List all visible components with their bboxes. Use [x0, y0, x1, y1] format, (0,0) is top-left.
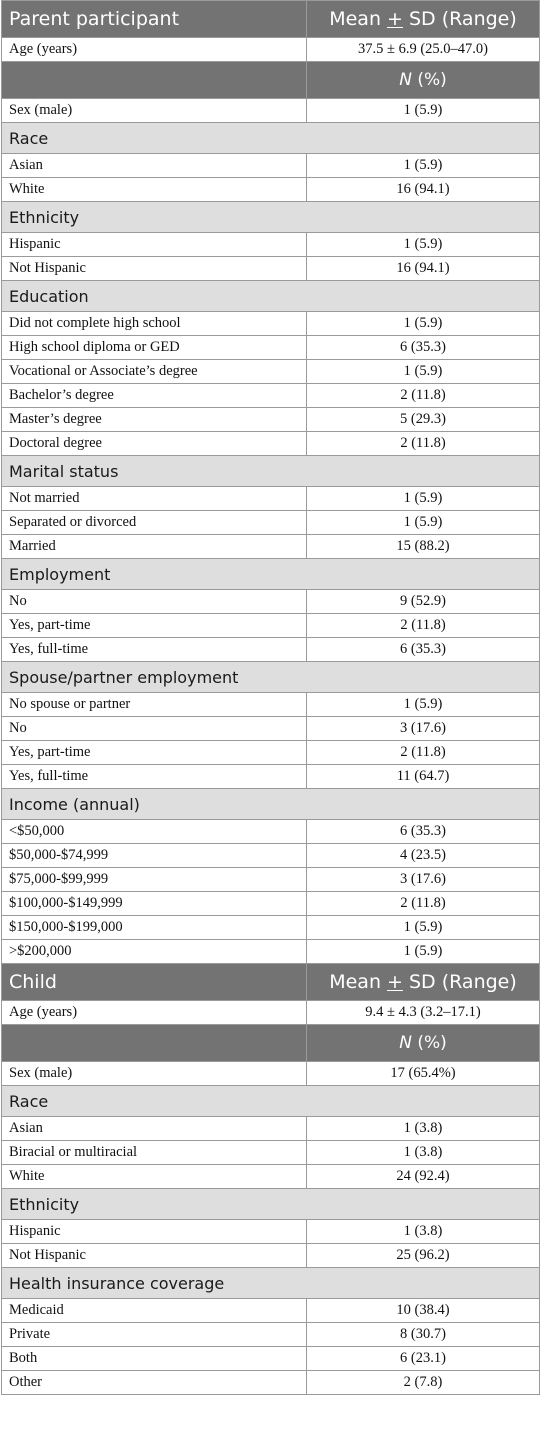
table-row [2, 717, 540, 741]
group-title: Ethnicity [2, 1189, 540, 1220]
row-value: 1 (5.9) [307, 916, 540, 940]
row-value: 6 (23.1) [307, 1347, 540, 1371]
stat-label-sd-range: SD (Range) [402, 8, 517, 30]
group-header-row [2, 281, 540, 312]
empty-header-cell [2, 1025, 307, 1062]
table-row [2, 638, 540, 662]
table-row [2, 892, 540, 916]
group-header-row [2, 662, 540, 693]
row-label: <$50,000 [2, 820, 307, 844]
table-row [2, 233, 540, 257]
group-header-row [2, 1189, 540, 1220]
row-value: 25 (96.2) [307, 1244, 540, 1268]
group-header-row [2, 456, 540, 487]
row-value: 6 (35.3) [307, 638, 540, 662]
row-value: 2 (11.8) [307, 892, 540, 916]
row-label: Private [2, 1323, 307, 1347]
row-value: 1 (5.9) [307, 511, 540, 535]
table-row [2, 693, 540, 717]
row-label: Married [2, 535, 307, 559]
table-row [2, 844, 540, 868]
group-title: Health insurance coverage [2, 1268, 540, 1299]
section-header-row [2, 964, 540, 1001]
row-label: No spouse or partner [2, 693, 307, 717]
row-label: Hispanic [2, 233, 307, 257]
row-value: 2 (11.8) [307, 614, 540, 638]
row-value: 6 (35.3) [307, 336, 540, 360]
row-label: No [2, 717, 307, 741]
row-label: Hispanic [2, 1220, 307, 1244]
row-label: >$200,000 [2, 940, 307, 964]
group-title: Race [2, 123, 540, 154]
demographics-table [1, 0, 540, 1395]
age-value: 37.5 ± 6.9 (25.0–47.0) [307, 38, 540, 62]
row-value: 4 (23.5) [307, 844, 540, 868]
row-value: 1 (5.9) [307, 233, 540, 257]
sex-label: Sex (male) [2, 99, 307, 123]
row-value: 11 (64.7) [307, 765, 540, 789]
section-title: Parent participant [2, 1, 307, 38]
group-header-row [2, 202, 540, 233]
table-row [2, 765, 540, 789]
table-row [2, 868, 540, 892]
table-row [2, 1165, 540, 1189]
table-row [2, 590, 540, 614]
table-row [2, 384, 540, 408]
row-value: 1 (3.8) [307, 1117, 540, 1141]
empty-header-cell [2, 62, 307, 99]
stat-label-sd-range: SD (Range) [402, 971, 517, 993]
table-row [2, 408, 540, 432]
table-row [2, 1299, 540, 1323]
row-label: Yes, full-time [2, 765, 307, 789]
row-label: Doctoral degree [2, 432, 307, 456]
n-percent-header-row [2, 1025, 540, 1062]
row-label: Yes, full-time [2, 638, 307, 662]
row-value: 1 (5.9) [307, 360, 540, 384]
section-title: Child [2, 964, 307, 1001]
sex-label: Sex (male) [2, 1062, 307, 1086]
row-value: 2 (7.8) [307, 1371, 540, 1395]
table-row [2, 1347, 540, 1371]
table-row [2, 1001, 540, 1025]
percent-label: (%) [411, 1033, 447, 1053]
n-percent-header-row [2, 62, 540, 99]
table-row [2, 99, 540, 123]
table-row [2, 1244, 540, 1268]
group-title: Race [2, 1086, 540, 1117]
table-row [2, 1062, 540, 1086]
row-value: 1 (5.9) [307, 487, 540, 511]
table-row [2, 1141, 540, 1165]
row-value: 1 (5.9) [307, 693, 540, 717]
group-header-row [2, 1086, 540, 1117]
row-value: 3 (17.6) [307, 868, 540, 892]
row-value: 1 (3.8) [307, 1141, 540, 1165]
section-header-row [2, 1, 540, 38]
table-row [2, 820, 540, 844]
row-label: White [2, 178, 307, 202]
row-label: $150,000-$199,000 [2, 916, 307, 940]
stat-label-plus: + [387, 971, 403, 993]
group-header-row [2, 559, 540, 590]
group-title: Spouse/partner employment [2, 662, 540, 693]
table-row [2, 1371, 540, 1395]
row-value: 2 (11.8) [307, 384, 540, 408]
table-row [2, 432, 540, 456]
row-label: Asian [2, 1117, 307, 1141]
percent-label: (%) [411, 70, 447, 90]
table-body [2, 1, 540, 1395]
group-title: Ethnicity [2, 202, 540, 233]
row-value: 1 (5.9) [307, 154, 540, 178]
n-percent-header [307, 1025, 540, 1062]
sex-value: 1 (5.9) [307, 99, 540, 123]
row-label: White [2, 1165, 307, 1189]
stat-label-mean: Mean [329, 971, 388, 993]
table-row [2, 511, 540, 535]
row-value: 10 (38.4) [307, 1299, 540, 1323]
table-row [2, 535, 540, 559]
row-value: 2 (11.8) [307, 741, 540, 765]
row-label: Yes, part-time [2, 614, 307, 638]
row-value: 2 (11.8) [307, 432, 540, 456]
table-row [2, 1220, 540, 1244]
row-label: $100,000-$149,999 [2, 892, 307, 916]
row-value: 8 (30.7) [307, 1323, 540, 1347]
sex-value: 17 (65.4%) [307, 1062, 540, 1086]
table-row [2, 487, 540, 511]
age-label: Age (years) [2, 38, 307, 62]
row-value: 1 (5.9) [307, 940, 540, 964]
table-row [2, 1117, 540, 1141]
group-header-row [2, 1268, 540, 1299]
table-row [2, 360, 540, 384]
row-value: 16 (94.1) [307, 257, 540, 281]
row-label: High school diploma or GED [2, 336, 307, 360]
table-row [2, 336, 540, 360]
table-row [2, 178, 540, 202]
row-label: Other [2, 1371, 307, 1395]
row-label: Biracial or multiracial [2, 1141, 307, 1165]
row-label: $75,000-$99,999 [2, 868, 307, 892]
row-label: Both [2, 1347, 307, 1371]
row-value: 1 (3.8) [307, 1220, 540, 1244]
row-label: $50,000-$74,999 [2, 844, 307, 868]
group-header-row [2, 789, 540, 820]
row-value: 24 (92.4) [307, 1165, 540, 1189]
stat-column-header [307, 1, 540, 38]
row-label: Not Hispanic [2, 1244, 307, 1268]
table-row [2, 940, 540, 964]
group-title: Employment [2, 559, 540, 590]
n-label: N [399, 70, 412, 90]
row-value: 16 (94.1) [307, 178, 540, 202]
stat-label-mean: Mean [329, 8, 388, 30]
n-label: N [399, 1033, 412, 1053]
table-row [2, 1323, 540, 1347]
group-title: Education [2, 281, 540, 312]
row-label: Bachelor’s degree [2, 384, 307, 408]
table-row [2, 257, 540, 281]
row-value: 1 (5.9) [307, 312, 540, 336]
n-percent-header [307, 62, 540, 99]
row-value: 3 (17.6) [307, 717, 540, 741]
table-row [2, 916, 540, 940]
row-label: Separated or divorced [2, 511, 307, 535]
row-value: 6 (35.3) [307, 820, 540, 844]
stat-column-header [307, 964, 540, 1001]
row-label: Not Hispanic [2, 257, 307, 281]
row-value: 15 (88.2) [307, 535, 540, 559]
age-value: 9.4 ± 4.3 (3.2–17.1) [307, 1001, 540, 1025]
group-header-row [2, 123, 540, 154]
age-label: Age (years) [2, 1001, 307, 1025]
row-label: No [2, 590, 307, 614]
group-title: Marital status [2, 456, 540, 487]
row-label: Yes, part-time [2, 741, 307, 765]
table-row [2, 38, 540, 62]
row-value: 5 (29.3) [307, 408, 540, 432]
row-label: Asian [2, 154, 307, 178]
group-title: Income (annual) [2, 789, 540, 820]
table-row [2, 614, 540, 638]
table-row [2, 741, 540, 765]
row-label: Did not complete high school [2, 312, 307, 336]
row-label: Vocational or Associate’s degree [2, 360, 307, 384]
row-label: Not married [2, 487, 307, 511]
row-label: Medicaid [2, 1299, 307, 1323]
row-value: 9 (52.9) [307, 590, 540, 614]
row-label: Master’s degree [2, 408, 307, 432]
stat-label-plus: + [387, 8, 403, 30]
table-row [2, 154, 540, 178]
table-row [2, 312, 540, 336]
